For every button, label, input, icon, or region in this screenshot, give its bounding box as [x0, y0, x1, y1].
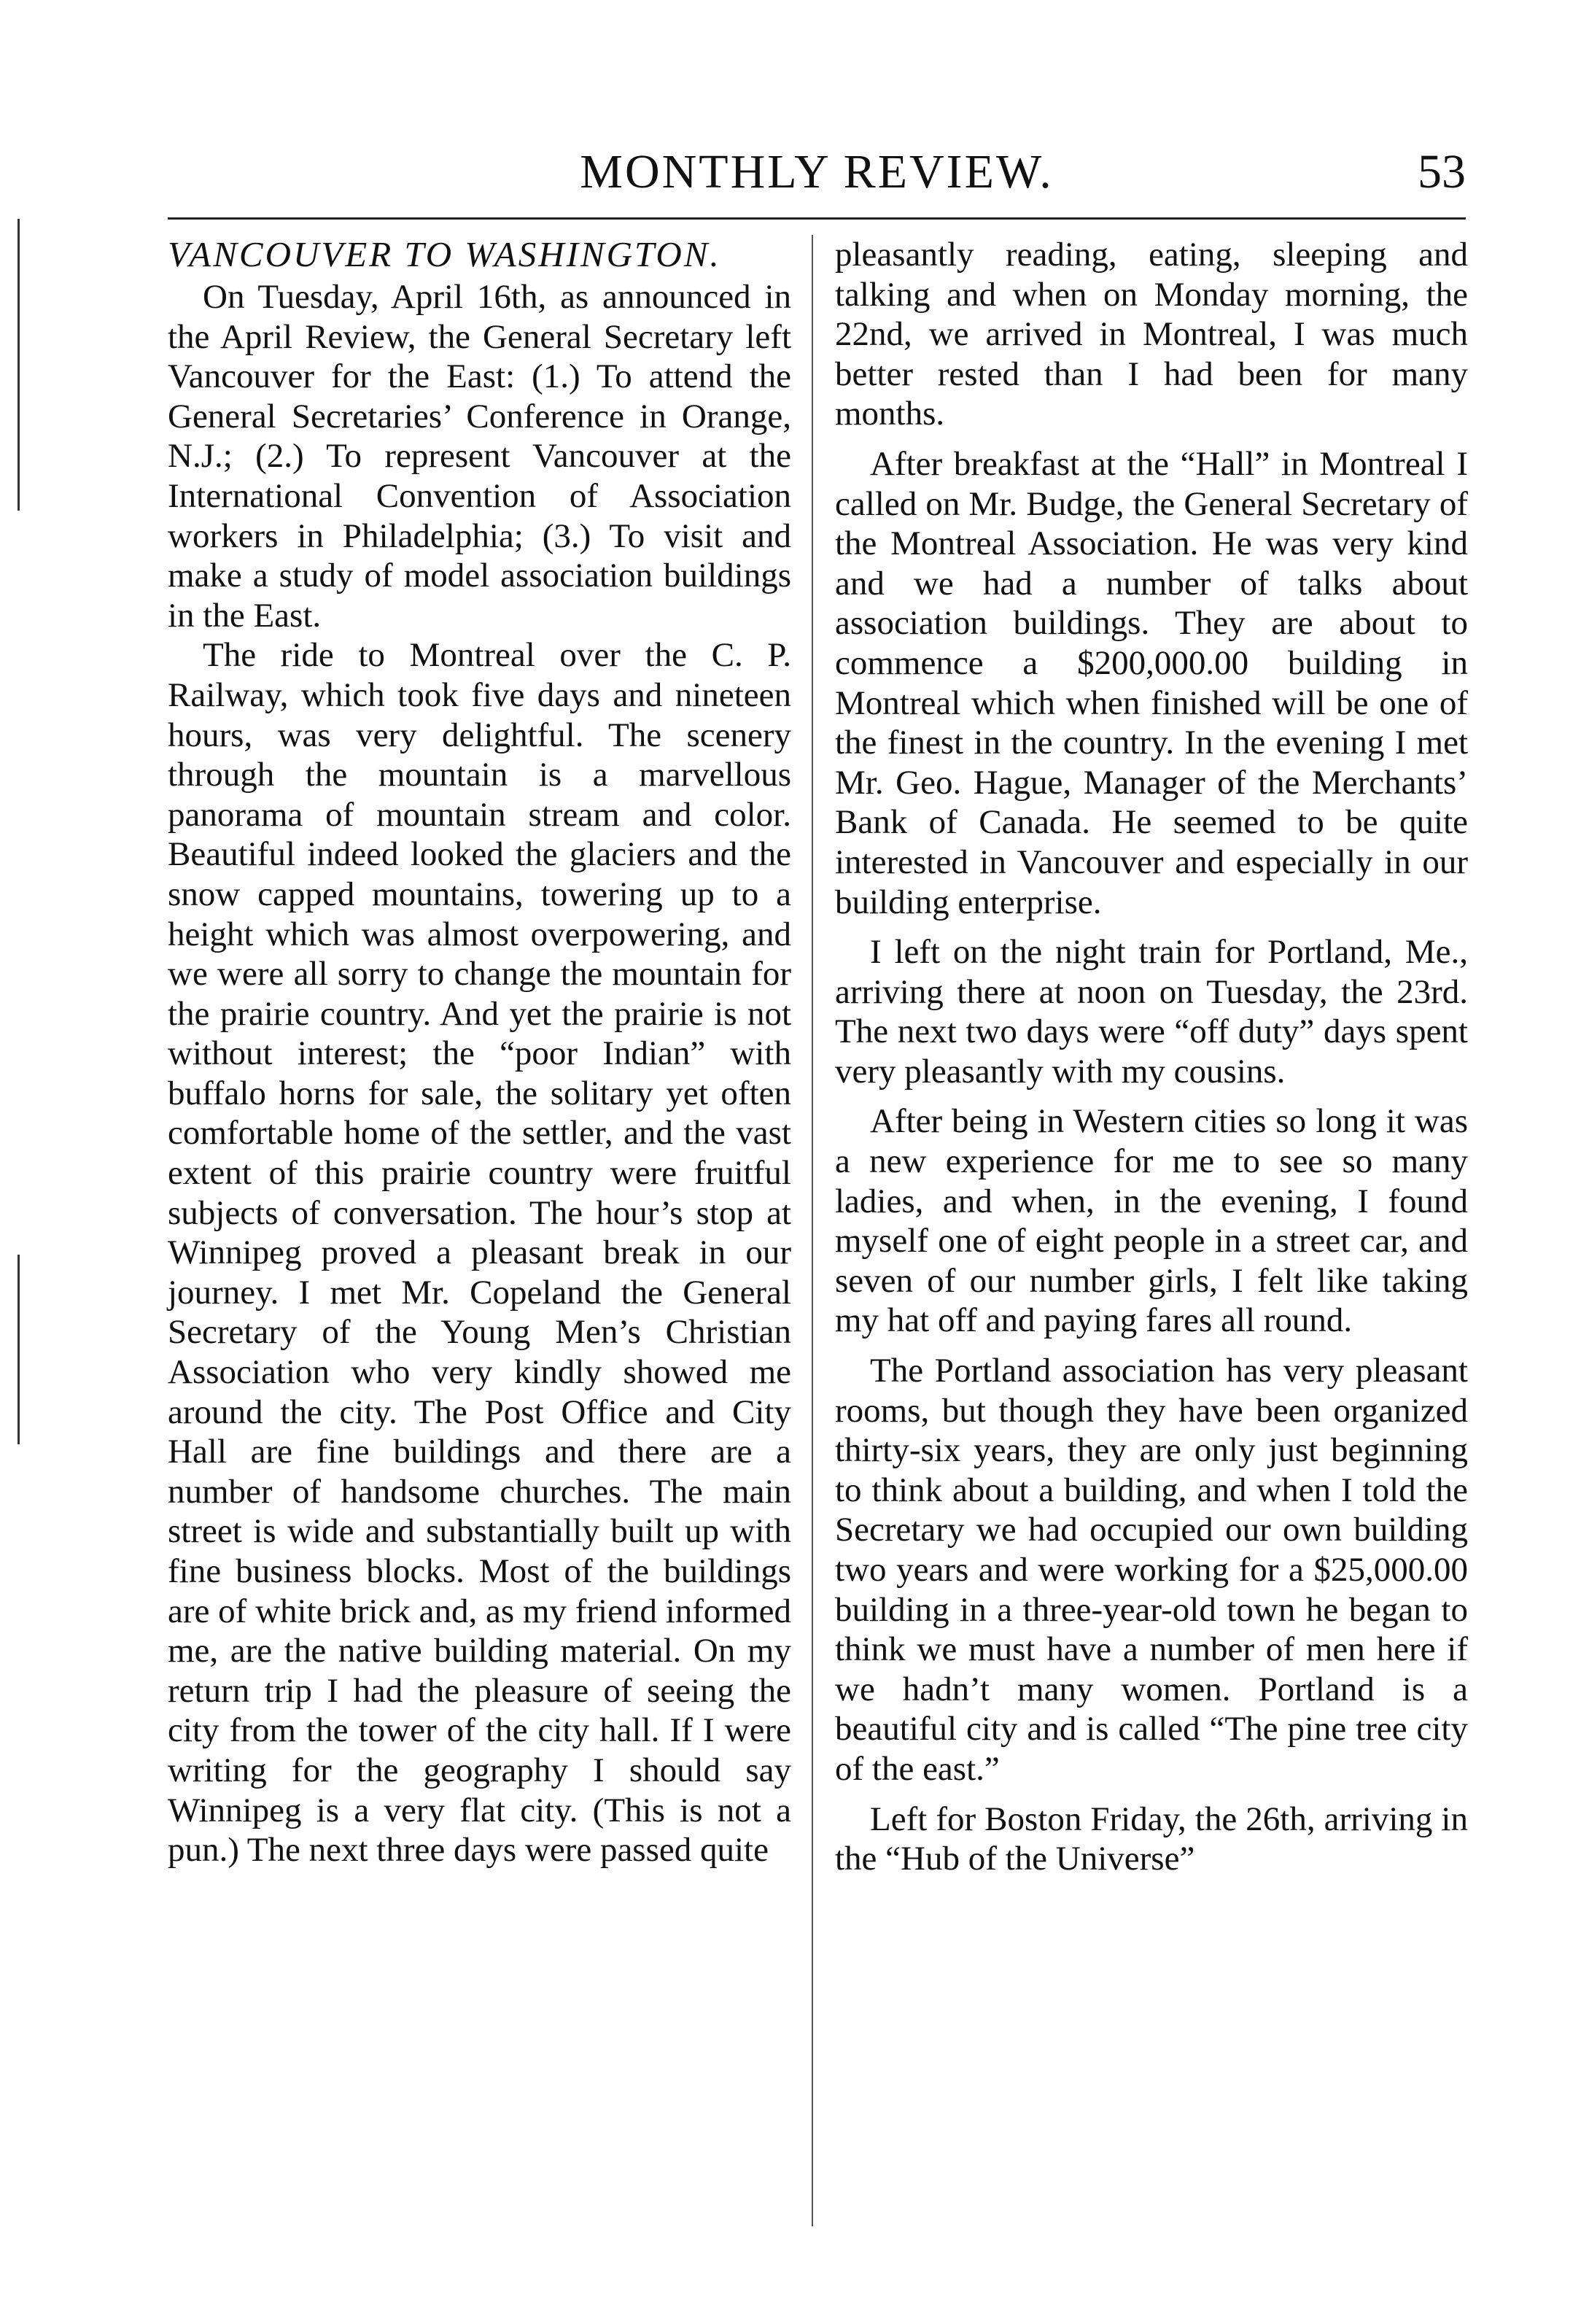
paragraph: Left for Boston Friday, the 26th, arriving in the “Hub of the Universe” [835, 1800, 1468, 1878]
paragraph: On Tuesday, April 16th, as announced in the April Review, the General Secretary left Vancouver for the East: (1.) To attend the General Secretaries’ Conference in Orange, N.J.; (2.) To represent Vancouver at the International Convention of Association workers in Philadelphia; (3.) To visit and make a study of model association buildings in the East. [168, 278, 791, 635]
left-margin-rule-lower [18, 1255, 20, 1444]
left-margin-rule [18, 219, 20, 511]
left-column [168, 235, 791, 1870]
paragraph: The ride to Montreal over the C. P. Railway, which took five days and nineteen hours, was very delightful. The scenery through the mountain is a marvellous panorama of mountain stream and color. Beautiful indeed looked the glaciers and the snow capped mountains, towering up to a height which was almost overpowering, and we were all sorry to change the mountain for the prairie country. And yet the prairie is not without interest; the “poor Indian” with buffalo horns for sale, the solitary yet often comfortable home of the settler, and the vast extent of this prairie country were fruitful subjects of conversation. The hour’s stop at Winnipeg proved a pleasant break in our journey. I met Mr. Copeland the General Secretary of the Young Men’s Christian Association who very kindly showed me around the city. The Post Office and City Hall are fine buildings and there are a number of handsome churches. The main street is wide and substantially built up with fine business blocks. Most of the buildings are of white brick and, as my friend informed me, are the native building material. On my return trip I had the pleasure of seeing the city from the tower of the city hall. If I were writing for the geography I should say Winnipeg is a very flat city. (This is not a pun.) The next three days were passed quite [168, 636, 791, 1870]
paragraph: pleasantly reading, eating, sleeping and talking and when on Monday morning, the 22nd, we arrived in Montreal, I was much better rested than I had been for many months. [835, 236, 1468, 433]
paragraph: I left on the night train for Portland, Me., arriving there at noon on Tuesday, the 23rd. The next two days were “off duty” days spent very pleasantly with my cousins. [835, 933, 1468, 1091]
paragraph: After being in Western cities so long it was a new experience for me to see so many ladies, and when, in the evening, I found myself one of eight people in a street car, and seven of our number girls, I felt like taking my hat off and paying fares all round. [835, 1102, 1468, 1340]
page-header [168, 143, 1466, 201]
page-number: 53 [1418, 145, 1466, 198]
right-column [835, 235, 1468, 1879]
column-divider [812, 235, 813, 2226]
header-rule [168, 217, 1466, 220]
paragraph: The Portland association has very pleasant rooms, but though they have been organized thirty-six years, they are only just beginning to think about a building, and when I told the Secretary we had occupied our own building two years and were working for a $25,000.00 building in a three-year-old town he began to think we must have a number of men here if we hadn’t many women. Portland is a beautiful city and is called “The pine tree city of the east.” [835, 1352, 1468, 1788]
running-title: MONTHLY REVIEW. [580, 145, 1054, 198]
article-title: VANCOUVER TO WASHINGTON. [168, 234, 721, 274]
paragraph: After breakfast at the “Hall” in Montreal I called on Mr. Budge, the General Secretary of the Montreal Association. He was very kind and we had a number of talks about association buildings. They are about to commence a $200,000.00 building in Montreal which when finished will be one of the finest in the country. In the evening I met Mr. Geo. Hague, Manager of the Merchants’ Bank of Canada. He seemed to be quite interested in Vancouver and especially in our building enterprise. [835, 444, 1468, 921]
